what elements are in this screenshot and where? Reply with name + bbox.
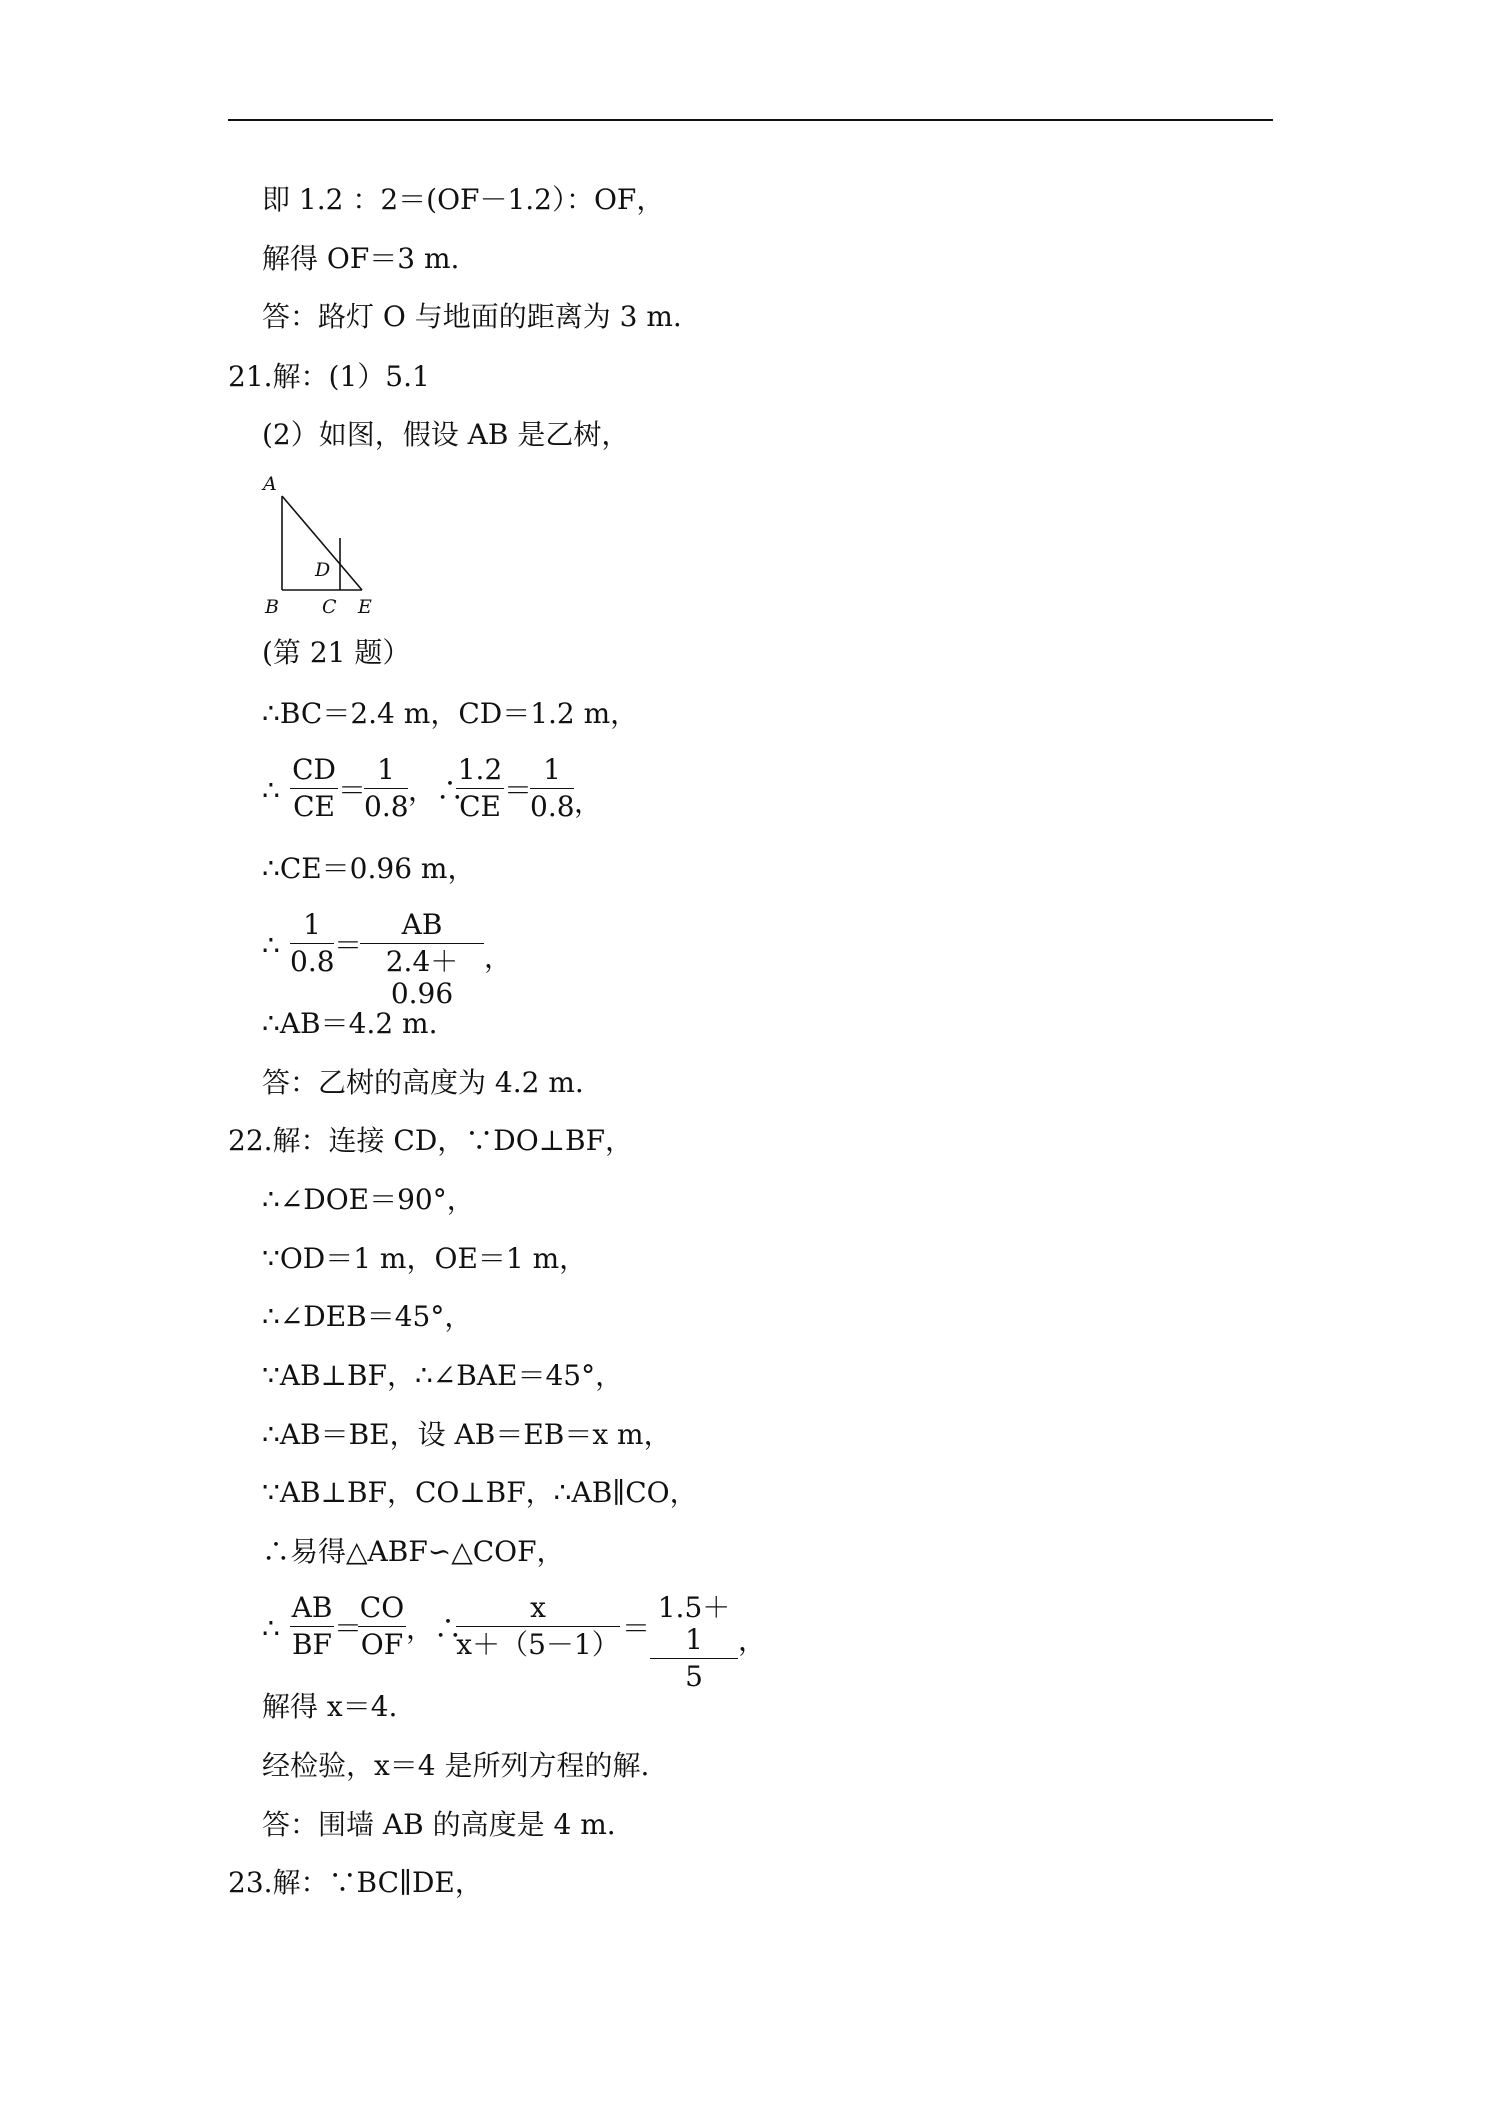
fraction-1-0.8	[364, 754, 408, 823]
line-od-oe: ∵OD＝1 m，OE＝1 m，	[262, 1242, 588, 1275]
therefore-symbol: ∴	[262, 929, 280, 962]
denominator: x＋（5－1）	[456, 1628, 620, 1661]
line-ab-value: ∴AB＝4.2 m.	[262, 1007, 438, 1040]
therefore-symbol: ∴	[262, 1612, 280, 1645]
numerator: CD	[292, 753, 336, 786]
denominator: CE	[293, 790, 335, 823]
line-bc-cd: ∴BC＝2.4 m，CD＝1.2 m，	[262, 697, 639, 730]
label-b: B	[265, 596, 279, 618]
fraction-bar	[530, 788, 574, 789]
comma: ，	[574, 786, 603, 819]
fraction-bar	[290, 1626, 334, 1627]
separator: ，∴	[408, 774, 465, 807]
numerator: 1	[303, 908, 321, 941]
denominator: 0.8	[364, 790, 409, 823]
label-c: C	[322, 596, 337, 618]
line-answer-20: 答：路灯 O 与地面的距离为 3 m.	[262, 300, 682, 333]
comma: ，	[484, 941, 513, 974]
equals-sign: ＝	[334, 1612, 363, 1645]
line-solve-of: 解得 OF＝3 m.	[262, 242, 460, 275]
therefore-symbol: ∴	[262, 774, 280, 807]
denominator: BF	[291, 1628, 332, 1661]
denominator: OF	[360, 1628, 404, 1661]
fraction-1-0.8	[290, 909, 334, 978]
label-a: A	[263, 473, 277, 495]
problem-21-heading: 21.解：(1）5.1	[228, 360, 430, 393]
numerator: 1	[377, 753, 395, 786]
equals-sign: ＝	[622, 1612, 651, 1645]
fraction-cd-ce	[290, 754, 338, 823]
figure-caption: (第 21 题）	[262, 636, 411, 669]
numerator: x	[530, 1591, 546, 1624]
fraction-bar	[456, 1626, 620, 1627]
fraction-x	[456, 1592, 620, 1661]
line-answer-22: 答：围墙 AB 的高度是 4 m.	[262, 1808, 616, 1841]
problem-22-heading: 22.解：连接 CD，∵DO⊥BF，	[228, 1124, 634, 1157]
line-similar: ∴易得△ABF∽△COF，	[262, 1535, 565, 1568]
label-e: E	[358, 596, 372, 618]
fraction-ab-sum	[360, 909, 484, 1010]
problem-23-heading: 23.解：∵BC∥DE，	[228, 1866, 483, 1899]
line-angle-doe: ∴∠DOE＝90°，	[262, 1183, 475, 1216]
equals-sign: ＝	[338, 774, 367, 807]
fraction-1-0.8	[530, 754, 574, 823]
separator: ，∴	[406, 1612, 463, 1645]
equals-sign: ＝	[504, 774, 533, 807]
fraction-ab-bf	[290, 1592, 334, 1661]
fraction-bar	[364, 788, 408, 789]
line-angle-bae: ∵AB⊥BF，∴∠BAE＝45°，	[262, 1359, 624, 1392]
numerator: AB	[291, 1591, 333, 1624]
numerator: 1	[543, 753, 561, 786]
fraction-co-of	[358, 1592, 406, 1661]
line-angle-deb: ∴∠DEB＝45°，	[262, 1300, 473, 1333]
denominator: 0.8	[290, 945, 335, 978]
line-parallel: ∵AB⊥BF，CO⊥BF，∴AB∥CO，	[262, 1476, 698, 1509]
figure-21	[258, 472, 388, 620]
numerator: 1.2	[457, 753, 503, 786]
line-verify: 经检验，x＝4 是所列方程的解.	[262, 1749, 650, 1782]
equals-sign: ＝	[334, 929, 363, 962]
fraction-2.5-5	[650, 1592, 738, 1693]
denominator: 0.8	[530, 790, 575, 823]
fraction-bar	[456, 788, 504, 789]
line-proportion: 即 1.2 ：2＝(OF－1.2）：OF，	[262, 183, 665, 216]
denominator: CE	[459, 790, 501, 823]
line-ab-be: ∴AB＝BE，设 AB＝EB＝x m，	[262, 1418, 672, 1451]
fraction-1.2-ce	[456, 754, 504, 823]
fraction-bar	[358, 1626, 406, 1627]
line-solve-x: 解得 x＝4.	[262, 1690, 398, 1723]
numerator: 1.5＋1	[657, 1591, 731, 1656]
line-ce-value: ∴CE＝0.96 m，	[262, 852, 476, 885]
denominator: 5	[685, 1660, 703, 1693]
fraction-bar	[650, 1658, 738, 1659]
comma: ，	[738, 1624, 767, 1657]
line-21-part2: (2）如图，假设 AB 是乙树，	[262, 418, 630, 451]
fraction-bar	[290, 943, 334, 944]
denominator: 2.4＋0.96	[385, 945, 459, 1010]
fraction-bar	[290, 788, 338, 789]
fraction-bar	[360, 943, 484, 944]
numerator: CO	[359, 1591, 405, 1624]
numerator: AB	[401, 908, 443, 941]
line-answer-21: 答：乙树的高度为 4.2 m.	[262, 1066, 584, 1099]
label-d: D	[315, 559, 331, 581]
header-rule	[228, 119, 1273, 121]
